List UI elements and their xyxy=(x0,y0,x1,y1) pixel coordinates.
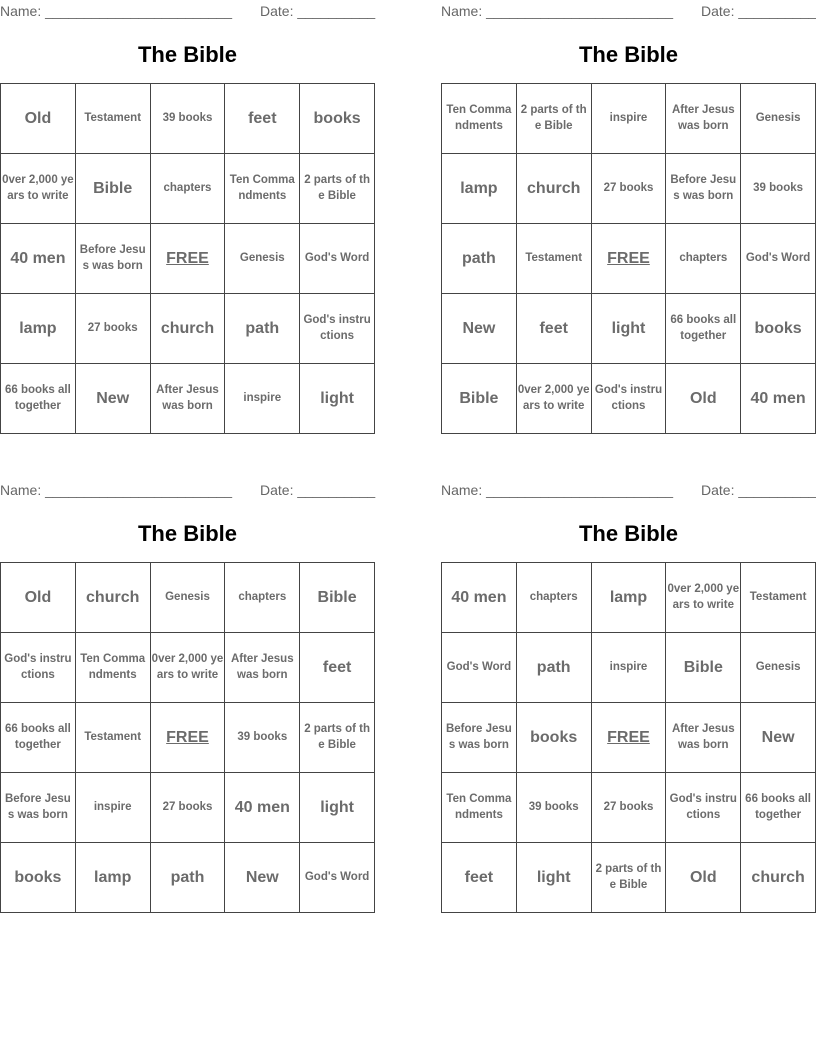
bingo-cell: church xyxy=(516,154,591,224)
bingo-cell: Genesis xyxy=(225,224,300,294)
bingo-cell: 27 books xyxy=(75,294,150,364)
bingo-row xyxy=(1,563,375,633)
free-space-cell: FREE xyxy=(591,224,666,294)
bingo-cell: God's instructions xyxy=(666,773,741,843)
bingo-cell: Testament xyxy=(75,703,150,773)
bingo-cell: feet xyxy=(516,294,591,364)
bingo-cell: 39 books xyxy=(225,703,300,773)
bingo-cell: Old xyxy=(666,843,741,913)
card-header xyxy=(441,481,816,499)
bingo-cell: God's instructions xyxy=(300,294,375,364)
bingo-cell: feet xyxy=(442,843,517,913)
bingo-cell: 0ver 2,000 years to write xyxy=(666,563,741,633)
bingo-cell: 39 books xyxy=(150,84,225,154)
bingo-cell: 39 books xyxy=(741,154,816,224)
bingo-cell: Old xyxy=(666,364,741,434)
bingo-cell: Old xyxy=(1,84,76,154)
free-space-cell: FREE xyxy=(150,703,225,773)
bingo-cell: 66 books all together xyxy=(666,294,741,364)
free-space-cell: FREE xyxy=(150,224,225,294)
bingo-row xyxy=(1,633,375,703)
bingo-row xyxy=(1,364,375,434)
bingo-cell: chapters xyxy=(666,224,741,294)
bingo-cell: New xyxy=(225,843,300,913)
bingo-cell: 40 men xyxy=(225,773,300,843)
bingo-cell: 27 books xyxy=(591,773,666,843)
name-field: Name: ________________________ xyxy=(0,482,232,498)
bingo-card xyxy=(441,0,816,412)
card-header xyxy=(441,2,816,20)
card-title: The Bible xyxy=(578,521,678,546)
bingo-grid xyxy=(0,83,375,434)
bingo-grid xyxy=(441,562,816,913)
bingo-cell: Old xyxy=(1,563,76,633)
date-field: Date: __________ xyxy=(701,3,816,19)
bingo-cell: Ten Commandments xyxy=(75,633,150,703)
bingo-row xyxy=(442,294,816,364)
card-title: The Bible xyxy=(137,42,237,67)
bingo-cell: Bible xyxy=(666,633,741,703)
bingo-row xyxy=(442,703,816,773)
bingo-cell: church xyxy=(150,294,225,364)
bingo-grid xyxy=(441,83,816,434)
bingo-cell: Ten Commandments xyxy=(442,773,517,843)
bingo-row xyxy=(1,154,375,224)
bingo-cell: chapters xyxy=(225,563,300,633)
bingo-cell: God's instructions xyxy=(1,633,76,703)
bingo-cell: light xyxy=(300,364,375,434)
bingo-cell: New xyxy=(442,294,517,364)
bingo-cell: Before Jesus was born xyxy=(442,703,517,773)
date-field: Date: __________ xyxy=(260,3,376,19)
card-title: The Bible xyxy=(578,42,678,67)
card-header xyxy=(0,2,375,20)
bingo-cell: feet xyxy=(300,633,375,703)
bingo-cell: 66 books all together xyxy=(1,364,76,434)
bingo-row xyxy=(442,843,816,913)
bingo-cell: God's instructions xyxy=(591,364,666,434)
bingo-cell: Bible xyxy=(75,154,150,224)
card-header xyxy=(0,481,375,499)
bingo-cell: 2 parts of the Bible xyxy=(591,843,666,913)
bingo-cell: church xyxy=(75,563,150,633)
bingo-cell: 66 books all together xyxy=(1,703,76,773)
bingo-cell: light xyxy=(591,294,666,364)
bingo-cell: 2 parts of the Bible xyxy=(300,703,375,773)
bingo-cell: feet xyxy=(225,84,300,154)
bingo-cell: Bible xyxy=(300,563,375,633)
bingo-cell: Testament xyxy=(75,84,150,154)
bingo-cell: 40 men xyxy=(442,563,517,633)
bingo-cell: Before Jesus was born xyxy=(666,154,741,224)
bingo-cell: lamp xyxy=(1,294,76,364)
bingo-card xyxy=(0,0,376,412)
bingo-cell: Before Jesus was born xyxy=(1,773,76,843)
bingo-cell: inspire xyxy=(225,364,300,434)
bingo-row xyxy=(1,294,375,364)
bingo-row xyxy=(1,84,375,154)
bingo-cell: books xyxy=(516,703,591,773)
bingo-cell: After Jesus was born xyxy=(666,703,741,773)
bingo-card xyxy=(0,479,376,886)
bingo-cell: Genesis xyxy=(741,84,816,154)
bingo-cell: 27 books xyxy=(591,154,666,224)
bingo-cell: books xyxy=(1,843,76,913)
bingo-row xyxy=(1,703,375,773)
bingo-cell: 27 books xyxy=(150,773,225,843)
bingo-cell: God's Word xyxy=(300,843,375,913)
name-field: Name: ________________________ xyxy=(441,3,673,19)
bingo-cell: Ten Commandments xyxy=(442,84,517,154)
bingo-cell: Testament xyxy=(516,224,591,294)
bingo-cell: 2 parts of the Bible xyxy=(300,154,375,224)
bingo-cell: Ten Commandments xyxy=(225,154,300,224)
bingo-cell: light xyxy=(516,843,591,913)
bingo-grid xyxy=(0,562,375,913)
name-field: Name: ________________________ xyxy=(441,482,673,498)
bingo-row xyxy=(442,84,816,154)
bingo-cell: After Jesus was born xyxy=(225,633,300,703)
bingo-row xyxy=(1,773,375,843)
bingo-cell: 0ver 2,000 years to write xyxy=(150,633,225,703)
bingo-cell: 40 men xyxy=(1,224,76,294)
bingo-cell: lamp xyxy=(591,563,666,633)
bingo-cell: inspire xyxy=(591,84,666,154)
bingo-row xyxy=(1,224,375,294)
bingo-cell: chapters xyxy=(150,154,225,224)
bingo-cell: path xyxy=(150,843,225,913)
bingo-row xyxy=(1,843,375,913)
bingo-cell: New xyxy=(741,703,816,773)
card-title: The Bible xyxy=(137,521,237,546)
bingo-row xyxy=(442,773,816,843)
bingo-row xyxy=(442,154,816,224)
bingo-cell: After Jesus was born xyxy=(150,364,225,434)
free-space-cell: FREE xyxy=(591,703,666,773)
bingo-cell: path xyxy=(516,633,591,703)
bingo-cell: 0ver 2,000 years to write xyxy=(516,364,591,434)
bingo-row xyxy=(442,224,816,294)
bingo-cell: 66 books all together xyxy=(741,773,816,843)
name-field: Name: ________________________ xyxy=(0,3,232,19)
bingo-cell: Before Jesus was born xyxy=(75,224,150,294)
bingo-cell: New xyxy=(75,364,150,434)
bingo-cell: After Jesus was born xyxy=(666,84,741,154)
bingo-cell: books xyxy=(741,294,816,364)
date-field: Date: __________ xyxy=(701,482,816,498)
date-field: Date: __________ xyxy=(260,482,376,498)
bingo-row xyxy=(442,563,816,633)
bingo-cell: light xyxy=(300,773,375,843)
bingo-cell: 39 books xyxy=(516,773,591,843)
bingo-cell: Bible xyxy=(442,364,517,434)
bingo-cell: Genesis xyxy=(741,633,816,703)
bingo-cell: Testament xyxy=(741,563,816,633)
bingo-cell: God's Word xyxy=(741,224,816,294)
bingo-cell: God's Word xyxy=(442,633,517,703)
bingo-cell: chapters xyxy=(516,563,591,633)
bingo-cell: lamp xyxy=(442,154,517,224)
bingo-cell: path xyxy=(442,224,517,294)
bingo-cell: inspire xyxy=(591,633,666,703)
bingo-cell: God's Word xyxy=(300,224,375,294)
bingo-cell: inspire xyxy=(75,773,150,843)
bingo-cell: 0ver 2,000 years to write xyxy=(1,154,76,224)
bingo-cell: path xyxy=(225,294,300,364)
bingo-cell: 40 men xyxy=(741,364,816,434)
bingo-cell: Genesis xyxy=(150,563,225,633)
bingo-card xyxy=(441,479,816,891)
bingo-cell: 2 parts of the Bible xyxy=(516,84,591,154)
bingo-cell: church xyxy=(741,843,816,913)
bingo-row xyxy=(442,364,816,434)
bingo-row xyxy=(442,633,816,703)
bingo-cell: books xyxy=(300,84,375,154)
bingo-cell: lamp xyxy=(75,843,150,913)
